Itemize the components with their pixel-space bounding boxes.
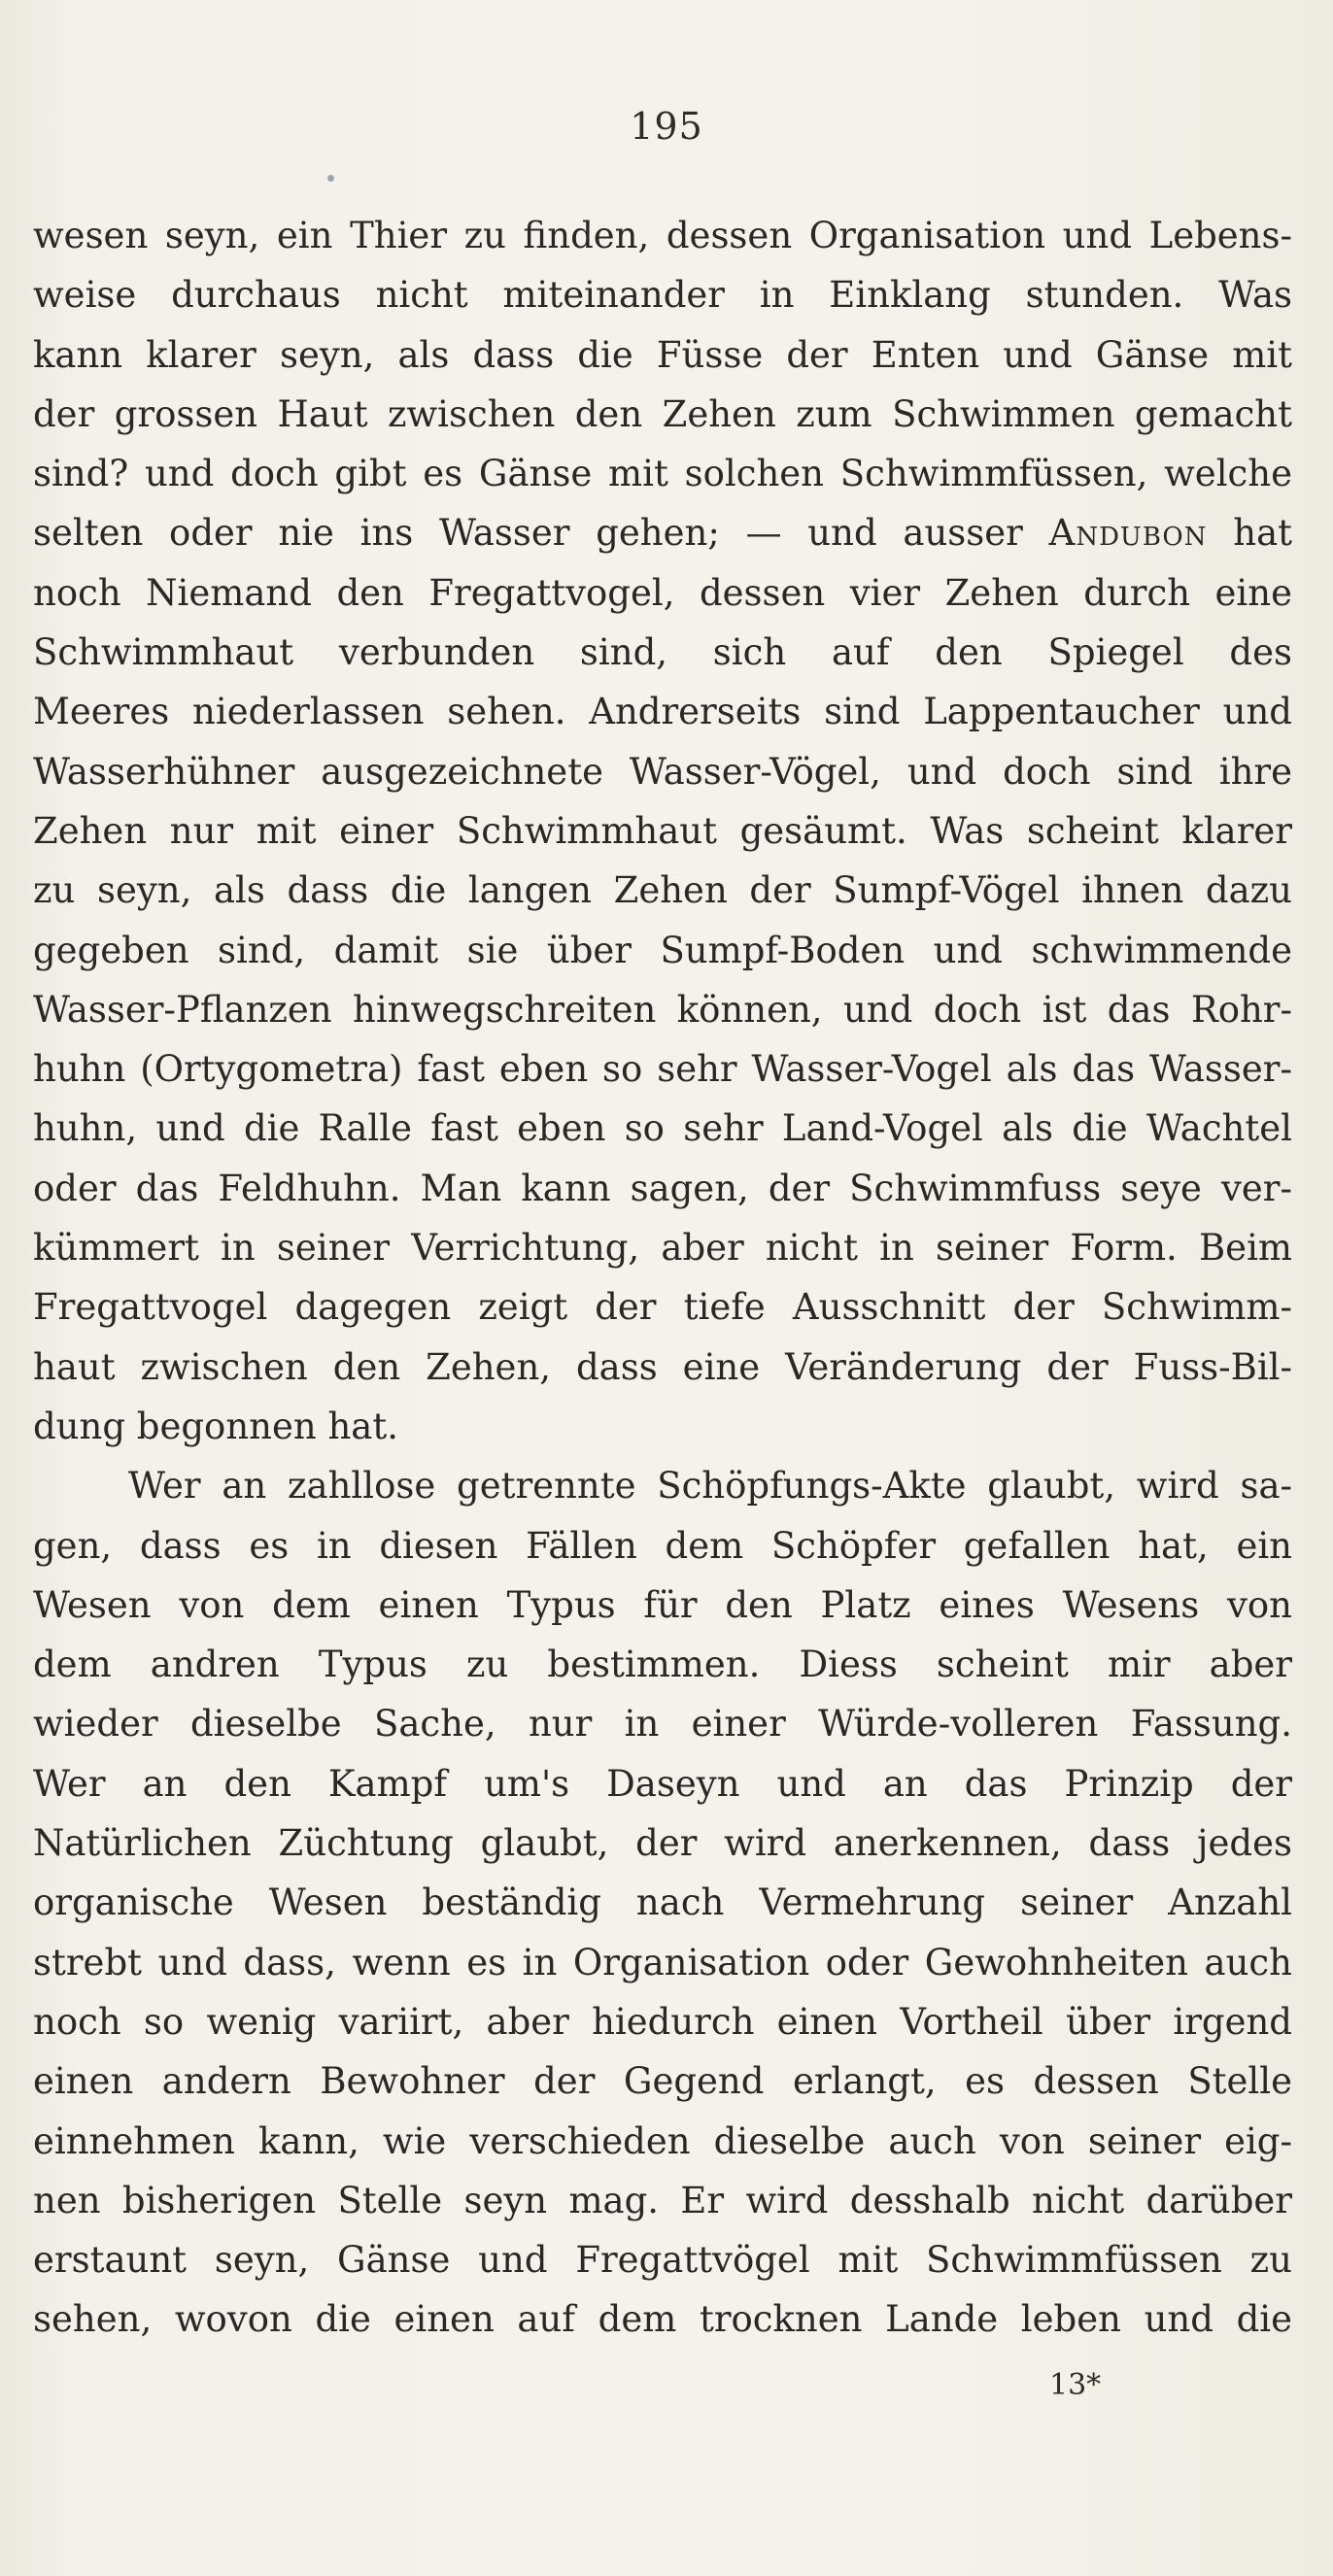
text-line-13: gegeben sind, damit sie über Sumpf-Boden und schwimmende	[33, 929, 1292, 971]
text-line-9: Meeres niederlassen sehen. Andrerseits sind Lappentaucher und	[33, 691, 1292, 733]
text-line-12: zu seyn, als dass die langen Zehen der Sumpf-Vögel ihnen dazu	[33, 869, 1292, 912]
text-line-2: weise durchaus nicht miteinander in Einklang stunden. Was	[33, 274, 1292, 317]
text-line-21: dung begonnen hat.	[33, 1405, 398, 1447]
text-line-16: huhn, und die Ralle fast eben so sehr Land-Vogel als die Wachtel	[33, 1107, 1292, 1150]
text-line-26: wieder dieselbe Sache, nur in einer Würde-volleren Fassung.	[33, 1703, 1292, 1746]
text-line-20: haut zwischen den Zehen, dass eine Veränderung der Fuss-Bil-	[33, 1345, 1292, 1388]
author-name-smallcaps: Andubon	[1048, 512, 1208, 555]
text-line-28: Natürlichen Züchtung glaubt, der wird anerkennen, dass jedes	[33, 1822, 1292, 1865]
text-line-6	[33, 503, 1292, 562]
ink-spot	[327, 175, 334, 182]
text-line-22: Wer an zahllose getrennte Schöpfungs-Akte glaubt, wird sa-	[128, 1465, 1292, 1508]
text-line-4: der grossen Haut zwischen den Zehen zum Schwimmen gemacht	[33, 392, 1292, 435]
page-number: 195	[630, 105, 703, 148]
text-line-3: kann klarer seyn, als dass die Füsse der Enten und Gänse mit	[33, 333, 1292, 376]
text-line-23: gen, dass es in diesen Fällen dem Schöpfer gefallen hat, ein	[33, 1524, 1292, 1567]
text-line-1: wesen seyn, ein Thier zu finden, dessen Organisation und Lebens-	[33, 215, 1292, 256]
text-line-29: organische Wesen beständig nach Vermehrung seiner Anzahl	[33, 1881, 1292, 1924]
text-line-30: strebt und dass, wenn es in Organisation oder Gewohnheiten auch	[33, 1941, 1292, 1983]
text-line-27: Wer an den Kampf um's Daseyn und an das Prinzip der	[33, 1762, 1292, 1805]
text-line-31: noch so wenig variirt, aber hiedurch einen Vortheil über irgend	[33, 2000, 1292, 2043]
text-line-6-end: hat	[1233, 512, 1292, 555]
text-line-33: einnehmen kann, wie verschieden dieselbe auch von seiner eig-	[33, 2119, 1292, 2162]
text-line-17: oder das Feldhuhn. Man kann sagen, der Schwimmfuss seye ver-	[33, 1167, 1292, 1209]
text-line-24: Wesen von dem einen Typus für den Platz eines Wesens von	[33, 1583, 1292, 1626]
text-line-15: huhn (Ortygometra) fast eben so sehr Wasser-Vogel als das Wasser-	[33, 1048, 1292, 1091]
text-line-14: Wasser-Pflanzen hinwegschreiten können, und doch ist das Rohr-	[33, 988, 1292, 1031]
text-line-5: sind? und doch gibt es Gänse mit solchen Schwimmfüssen, welche	[33, 453, 1292, 495]
text-line-6-start: selten oder nie ins Wasser gehen; — und ausser	[33, 512, 1023, 555]
text-line-35: erstaunt seyn, Gänse und Fregattvögel mit Schwimmfüssen zu	[33, 2239, 1292, 2282]
text-line-18: kümmert in seiner Verrichtung, aber nicht in seiner Form. Beim	[33, 1227, 1292, 1270]
text-line-10: Wasserhühner ausgezeichnete Wasser-Vögel, und doch sind ihre	[33, 750, 1292, 793]
text-line-7: noch Niemand den Fregattvogel, dessen vier Zehen durch eine	[33, 571, 1292, 614]
text-line-19: Fregattvogel dagegen zeigt der tiefe Ausschnitt der Schwimm-	[33, 1286, 1292, 1329]
text-line-8: Schwimmhaut verbunden sind, sich auf den Spiegel des	[33, 631, 1292, 674]
text-line-11: Zehen nur mit einer Schwimmhaut gesäumt. Was scheint klarer	[33, 809, 1292, 852]
body-text	[33, 206, 1292, 2350]
signature-mark: 13*	[1049, 2368, 1102, 2402]
text-line-32: einen andern Bewohner der Gegend erlangt, es dessen Stelle	[33, 2060, 1292, 2103]
text-line-34: nen bisherigen Stelle seyn mag. Er wird desshalb nicht darüber	[33, 2179, 1292, 2221]
text-line-36: sehen, wovon die einen auf dem trocknen Lande leben und die	[33, 2298, 1292, 2341]
text-line-25: dem andren Typus zu bestimmen. Diess scheint mir aber	[33, 1644, 1292, 1686]
